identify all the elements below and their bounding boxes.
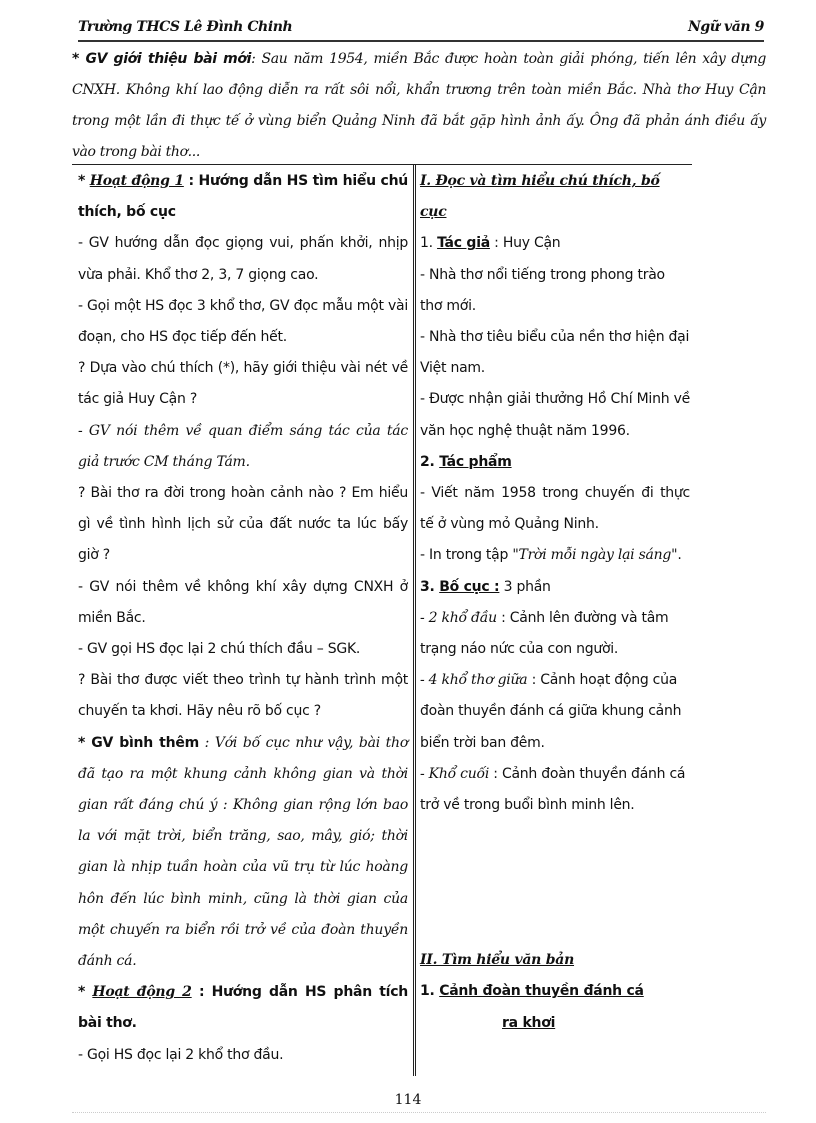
intro-label: * GV giới thiệu bài mới [72,51,252,67]
section-2-heading: II. Tìm hiểu văn bản [420,952,575,969]
content-column [420,166,690,1039]
teacher-activity-column [78,166,408,1071]
structure-heading: 3. Bố cục : 3 phần [420,578,551,595]
footer-rule [72,1112,766,1113]
structure-part-2: - 4 khổ thơ giữa : Cảnh hoạt động của đoàn thuyền đánh cá giữa khung cảnh biển trời ban đêm. [420,672,682,751]
activity-1-text: : Hướng dẫn HS tìm hiểu chú thích, bố cục [78,173,409,221]
left-line-7: - GV gọi HS đọc lại 2 chú thích đầu – SGK. [78,641,361,658]
subject-name: Ngữ văn 9 [687,19,764,35]
activity-1-heading: * Hoạt động 1 : Hướng dẫn HS tìm hiểu chú thích, bố cục [78,173,409,221]
table-top-border [72,164,692,165]
gv-commentary-label: * GV bình thêm [78,734,199,751]
gv-commentary [78,728,408,978]
activity-2-text: : Hướng dẫn HS phân tích bài thơ. [78,984,409,1032]
activity-2-label: Hoạt động 2 [92,984,192,1001]
structure-part-3: - Khổ cuối : Cảnh đoàn thuyền đánh cá trở về trong buổi bình minh lên. [420,765,686,814]
author-point-3: - Được nhận giải thưởng Hồ Chí Minh về văn học nghệ thuật năm 1996. [420,391,690,439]
author-value: : Huy Cận [489,235,561,252]
structure-value: 3 phần [499,578,551,595]
intro-text: : Sau năm 1954, miền Bắc được hoàn toàn giải phóng, tiến lên xây dựng CNXH. Không khí lao động diễn ra rất sôi nổi, khẩn trương trên toàn miền Bắc. Nhà thơ Huy Cận trong một lần đi thực tế ở vùng biển Quảng Ninh đã bắt gặp hình ảnh ấy. Ông đã phản ánh điều ấy vào trong bài thơ... [72,51,766,160]
left-line-5: ? Bài thơ ra đời trong hoàn cảnh nào ? Em hiểu gì về tình hình lịch sử của đất nước ta lúc bấy giờ ? [78,485,408,564]
left-line-1: - GV hướng dẫn đọc giọng vui, phấn khởi, nhịp vừa phải. Khổ thơ 2, 3, 7 giọng cao. [78,235,408,283]
subsection-1-line-2: ra khơi [502,1014,556,1031]
section-1-heading: I. Đọc và tìm hiểu chú thích, bố cục [420,173,660,221]
structure-label: Bố cục : [439,578,500,595]
school-name: Trường THCS Lê Đình Chinh [78,19,293,35]
author-point-2: - Nhà thơ tiêu biểu của nền thơ hiện đại Việt nam. [420,329,690,377]
left-line-8: ? Bài thơ được viết theo trình tự hành trình một chuyến ta khơi. Hãy nêu rõ bố cục ? [78,672,408,720]
subsection-1-heading: 1. Cảnh đoàn thuyền đánh cá [420,983,644,1000]
work-heading: 2. Tác phẩm [420,453,512,470]
page-header [78,18,764,42]
work-point-2: - In trong tập "Trời mỗi ngày lại sáng". [420,547,682,564]
author-point-1: - Nhà thơ nổi tiếng trong phong trào thơ mới. [420,266,665,314]
author-label: Tác giả [437,235,490,252]
left-line-4: - GV nói thêm về quan điểm sáng tác của tác giả trước CM tháng Tám. [78,422,408,470]
subsection-1-line-1: Cảnh đoàn thuyền đánh cá [439,983,644,1000]
work-point-1: - Viết năm 1958 trong chuyến đi thực tế ở vùng mỏ Quảng Ninh. [420,485,690,533]
activity-2-heading: * Hoạt động 2 : Hướng dẫn HS phân tích bài thơ. [78,984,409,1032]
collection-title: "Trời mỗi ngày lại sáng" [512,547,678,564]
left-line-3: ? Dựa vào chú thích (*), hãy giới thiệu vài nét về tác giả Huy Cận ? [78,360,408,408]
activity-1-label: Hoạt động 1 [89,173,184,189]
blank-space [420,821,690,945]
column-divider [413,164,416,1076]
author-heading: 1. Tác giả : Huy Cận [420,235,561,252]
left-line-9: - Gọi HS đọc lại 2 khổ thơ đầu. [78,1046,284,1063]
intro-paragraph [72,44,766,168]
gv-commentary-text: : Với bố cục như vậy, bài thơ đã tạo ra một khung cảnh không gian và thời gian rất đáng chú ý : Không gian rộng lớn bao la với mặt trời, biển trăng, sao, mây, gió; thời gian là nhịp tuần hoàn của vũ trụ từ lúc hoàng hôn đến lúc bình minh, cũng là thời gian của một chuyến ra biển rồi trở về của đoàn thuyền đánh cá. [78,734,408,970]
subsection-1-line-2-wrap [420,1008,690,1039]
left-line-6: - GV nói thêm về không khí xây dựng CNXH ở miền Bắc. [78,578,408,626]
page-number: 114 [394,1092,422,1108]
work-label: Tác phẩm [439,453,512,470]
structure-part-1: - 2 khổ đầu : Cảnh lên đường và tâm trạng náo nức của con người. [420,609,669,658]
left-line-2: - Gọi một HS đọc 3 khổ thơ, GV đọc mẫu một vài đoạn, cho HS đọc tiếp đến hết. [78,297,408,346]
